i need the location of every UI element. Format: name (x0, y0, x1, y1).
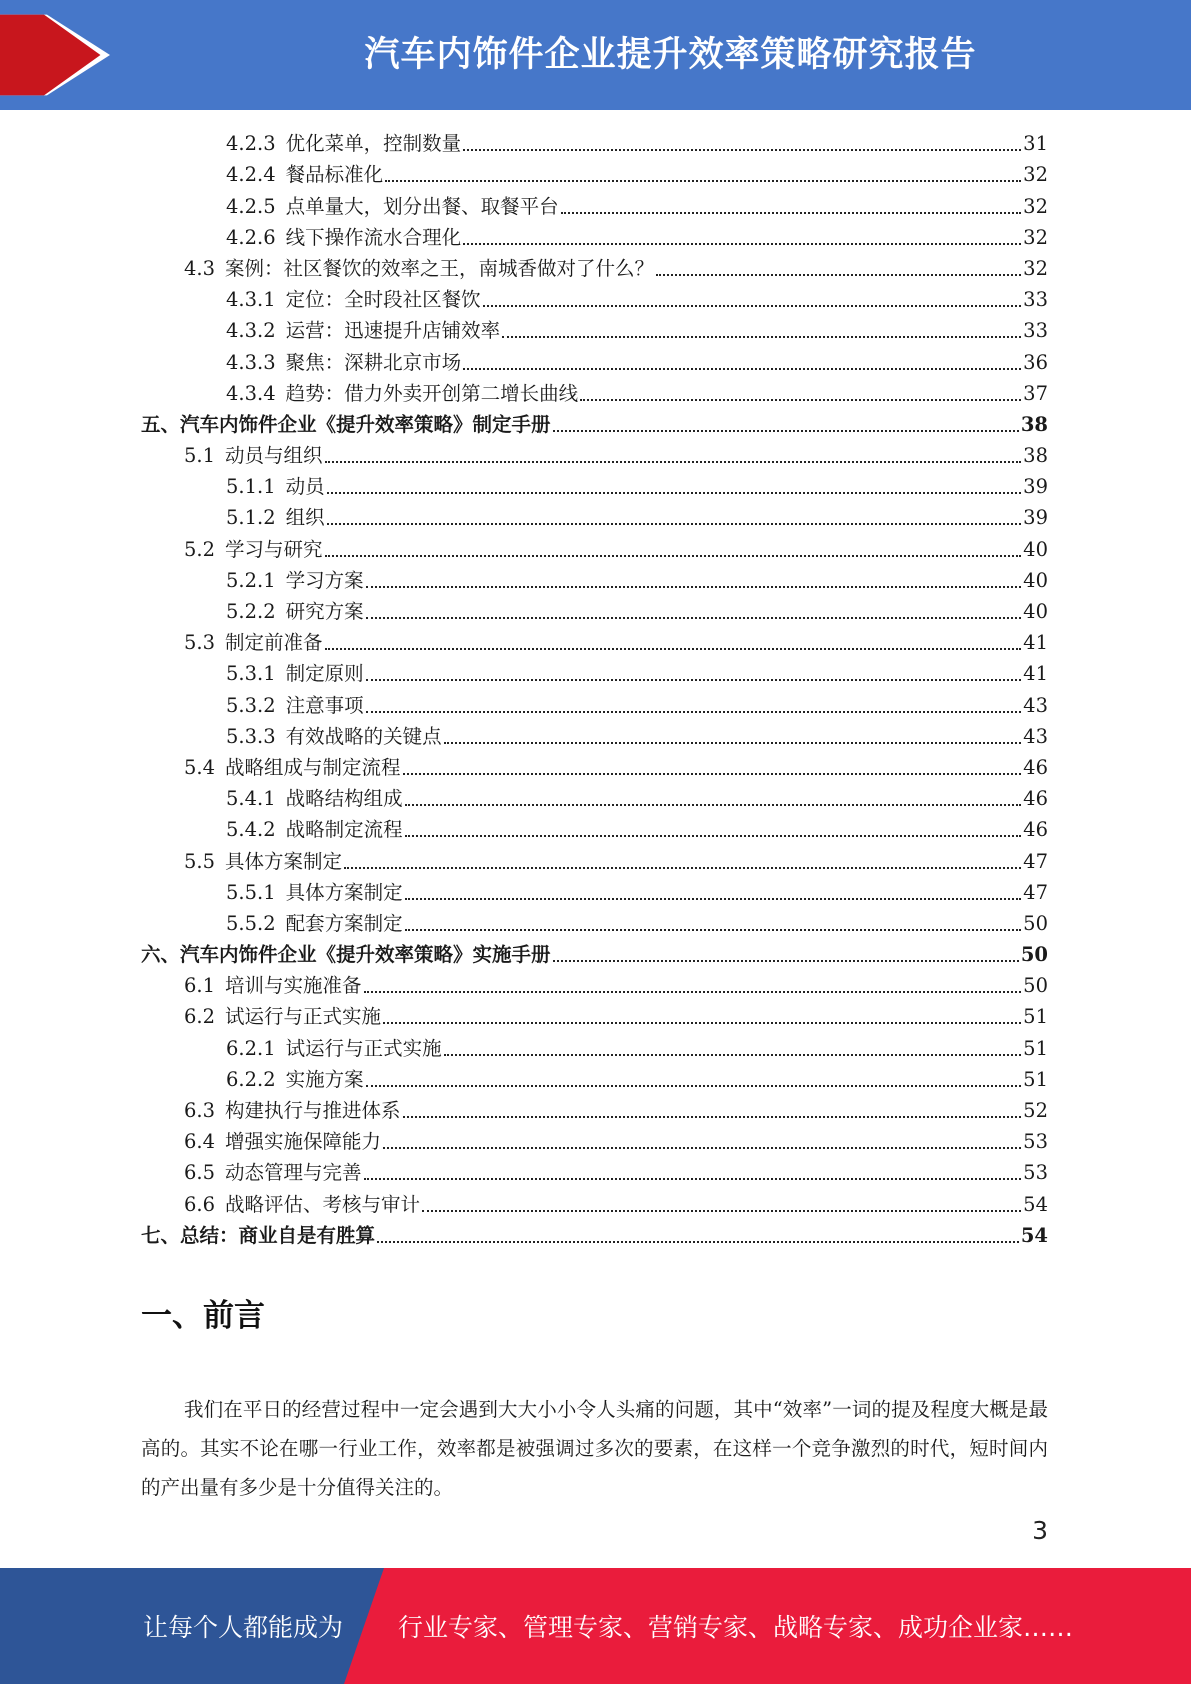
toc-entry-page: 40 (1023, 568, 1048, 592)
toc-entry-number: 七、 (141, 1223, 181, 1247)
toc-entry-number: 4.2.4 (226, 163, 276, 187)
toc-entry-label: 制定前准备 (225, 631, 323, 655)
toc-dot-leader (405, 898, 1022, 900)
toc-entry-label: 增强实施保障能力 (225, 1130, 382, 1154)
toc-entry-number: 6.1 (184, 974, 216, 998)
section-heading: 一、前言 (141, 1298, 265, 1334)
toc-entry-page: 50 (1023, 974, 1048, 998)
toc-entry[interactable] (141, 284, 1048, 315)
toc-entry-number: 5.4.2 (226, 818, 276, 842)
header-chevron-decoration (0, 0, 110, 110)
toc-entry-number: 6.6 (184, 1192, 216, 1216)
toc-entry-label: 配套方案制定 (285, 911, 403, 935)
toc-entry-number: 5.4 (184, 755, 216, 779)
toc-entry-number: 5.4.1 (226, 787, 276, 811)
toc-entry-page: 53 (1023, 1130, 1048, 1154)
toc-entry-page: 33 (1023, 319, 1048, 343)
toc-entry[interactable] (141, 1064, 1048, 1095)
toc-entry-number: 5.5.2 (226, 911, 276, 935)
toc-entry[interactable] (141, 627, 1048, 658)
toc-dot-leader (405, 929, 1022, 931)
page-number: 3 (1032, 1516, 1048, 1545)
toc-entry-number: 4.2.6 (226, 225, 276, 249)
toc-entry-label: 案例：社区餐饮的效率之王，南城香做对了什么？ (225, 256, 655, 280)
toc-entry-label: 线下操作流水合理化 (285, 225, 462, 249)
toc-entry-number: 5.1.2 (226, 506, 276, 530)
toc-entry-page: 54 (1023, 1192, 1048, 1216)
toc-entry-page: 36 (1023, 350, 1048, 374)
toc-entry-page: 50 (1023, 911, 1048, 935)
toc-entry-label: 餐品标准化 (285, 163, 384, 187)
toc-entry[interactable] (141, 253, 1048, 284)
toc-entry-label: 点单量大，划分出餐、取餐平台 (285, 194, 559, 218)
toc-dot-leader (656, 274, 1021, 276)
toc-dot-leader (383, 1147, 1021, 1149)
page-footer (0, 1568, 1191, 1684)
toc-entry[interactable] (141, 159, 1048, 190)
toc-entry-page: 51 (1023, 1005, 1048, 1029)
toc-entry[interactable] (141, 689, 1048, 720)
toc-entry[interactable] (141, 471, 1048, 502)
toc-entry-page: 32 (1023, 256, 1048, 280)
toc-dot-leader (383, 1022, 1021, 1024)
toc-dot-leader (561, 212, 1022, 214)
toc-entry-page: 40 (1023, 537, 1048, 561)
toc-entry-label: 优化菜单，控制数量 (285, 132, 462, 156)
toc-entry-number: 5.1 (184, 444, 216, 468)
table-of-contents (141, 128, 1048, 1251)
toc-entry-label: 学习方案 (285, 568, 364, 592)
toc-dot-leader (366, 617, 1022, 619)
toc-dot-leader (444, 1054, 1022, 1056)
toc-dot-leader (325, 648, 1022, 650)
footer-slogan-right: 行业专家、管理专家、营销专家、战略专家、成功企业家…… (398, 1613, 1074, 1642)
toc-entry[interactable] (141, 190, 1048, 221)
toc-entry-number: 6.4 (184, 1130, 216, 1154)
toc-entry-page: 46 (1023, 787, 1048, 811)
toc-entry-label: 趋势：借力外卖开创第二增长曲线 (285, 381, 579, 405)
toc-entry-page: 38 (1023, 444, 1048, 468)
toc-entry-label: 具体方案制定 (225, 849, 343, 873)
toc-dot-leader (502, 336, 1021, 338)
toc-entry-page: 41 (1023, 662, 1048, 686)
toc-entry[interactable] (141, 533, 1048, 564)
toc-entry-label: 注意事项 (285, 693, 364, 717)
toc-entry-number: 5.3 (184, 631, 216, 655)
toc-entry[interactable] (141, 346, 1048, 377)
toc-dot-leader (325, 461, 1022, 463)
toc-entry-label: 制定原则 (285, 662, 364, 686)
toc-entry-page: 47 (1023, 849, 1048, 873)
toc-dot-leader (422, 1210, 1021, 1212)
toc-entry-number: 5.1.1 (226, 475, 276, 499)
toc-dot-leader (580, 399, 1021, 401)
toc-entry[interactable] (141, 1001, 1048, 1032)
toc-entry-number: 4.3.2 (226, 319, 276, 343)
toc-entry[interactable] (141, 1032, 1048, 1063)
toc-entry-number: 5.2.1 (226, 568, 276, 592)
toc-entry-number: 6.2.1 (226, 1036, 276, 1060)
intro-paragraph: 我们在平日的经营过程中一定会遇到大大小小令人头痛的问题，其中“效率”一词的提及程度大概是最高的。其实不论在哪一行业工作，效率都是被强调过多次的要素，在这样一个竞争激烈的时代，短时间内的产出量有多少是十分值得关注的。 (141, 1398, 1048, 1499)
toc-entry-number: 4.2.3 (226, 132, 276, 156)
toc-entry-page: 39 (1023, 506, 1048, 530)
toc-entry-page: 54 (1020, 1223, 1048, 1247)
toc-entry-label: 运营：迅速提升店铺效率 (285, 319, 501, 343)
toc-entry-label: 有效战略的关键点 (285, 724, 442, 748)
toc-entry[interactable] (141, 222, 1048, 253)
toc-entry-number: 5.2 (184, 537, 216, 561)
toc-dot-leader (405, 835, 1022, 837)
toc-dot-leader (385, 180, 1021, 182)
toc-entry-number: 4.3.1 (226, 288, 276, 312)
toc-entry-page: 37 (1023, 381, 1048, 405)
toc-entry-page: 40 (1023, 600, 1048, 623)
toc-entry-label: 战略制定流程 (285, 818, 403, 842)
toc-entry-number: 5.3.3 (226, 724, 276, 748)
toc-entry[interactable] (141, 1126, 1048, 1157)
toc-entry[interactable] (141, 939, 1048, 970)
toc-entry-page: 38 (1020, 412, 1048, 436)
toc-entry-number: 6.2 (184, 1005, 216, 1029)
toc-entry-label: 试运行与正式实施 (225, 1005, 382, 1029)
toc-entry[interactable] (141, 721, 1048, 752)
page-header (0, 0, 1191, 110)
toc-entry-label: 汽车内饰件企业《提升效率策略》实施手册 (180, 943, 551, 967)
toc-dot-leader (366, 711, 1022, 713)
toc-entry[interactable] (141, 315, 1048, 346)
toc-dot-leader (366, 679, 1022, 681)
toc-entry[interactable] (141, 783, 1048, 814)
toc-entry-label: 培训与实施准备 (225, 974, 362, 998)
toc-entry[interactable] (141, 845, 1048, 876)
toc-dot-leader (463, 368, 1021, 370)
toc-entry-label: 学习与研究 (225, 537, 323, 561)
toc-entry-page: 41 (1023, 631, 1048, 655)
toc-entry-page: 31 (1023, 132, 1048, 156)
toc-entry-number: 5.3.1 (226, 662, 276, 686)
toc-entry-number: 4.2.5 (226, 194, 276, 218)
toc-entry-page: 32 (1023, 194, 1048, 218)
toc-entry-label: 动态管理与完善 (225, 1161, 362, 1185)
toc-dot-leader (364, 1178, 1022, 1180)
toc-dot-leader (553, 430, 1019, 432)
toc-entry-page: 32 (1023, 225, 1048, 249)
toc-entry-number: 6.2.2 (226, 1067, 276, 1091)
toc-entry-label: 聚焦：深耕北京市场 (285, 350, 462, 374)
toc-entry-label: 战略评估、考核与审计 (225, 1192, 421, 1216)
toc-dot-leader (403, 773, 1022, 775)
toc-entry[interactable] (141, 1188, 1048, 1219)
toc-entry-page: 43 (1023, 724, 1048, 748)
toc-entry-page: 39 (1023, 475, 1048, 499)
toc-dot-leader (344, 867, 1021, 869)
toc-dot-leader (553, 960, 1019, 962)
toc-dot-leader (327, 492, 1022, 494)
toc-entry-number: 4.3.3 (226, 350, 276, 374)
toc-entry-number: 五、 (141, 412, 181, 436)
toc-entry[interactable] (141, 565, 1048, 596)
toc-entry[interactable] (141, 440, 1048, 471)
toc-entry-page: 33 (1023, 288, 1048, 312)
toc-entry-label: 总结：商业自是有胜算 (180, 1223, 376, 1247)
toc-dot-leader (364, 991, 1022, 993)
toc-entry-label: 动员 (285, 475, 325, 499)
toc-entry-page: 50 (1020, 943, 1048, 967)
toc-entry-page: 46 (1023, 818, 1048, 842)
toc-dot-leader (463, 243, 1021, 245)
toc-dot-leader (444, 742, 1022, 744)
toc-entry[interactable] (141, 908, 1048, 939)
toc-entry-label: 具体方案制定 (285, 880, 403, 904)
toc-entry-label: 实施方案 (285, 1067, 364, 1091)
toc-dot-leader (463, 149, 1021, 151)
toc-entry-label: 战略组成与制定流程 (225, 755, 401, 779)
toc-entry-label: 动员与组织 (225, 444, 323, 468)
toc-entry[interactable] (141, 502, 1048, 533)
report-title: 汽车内饰件企业提升效率策略研究报告 (364, 35, 977, 75)
toc-dot-leader (325, 555, 1022, 557)
toc-dot-leader (405, 804, 1022, 806)
toc-entry[interactable] (141, 1095, 1048, 1126)
toc-entry[interactable] (141, 409, 1048, 440)
toc-entry-number: 4.3.4 (226, 381, 276, 405)
toc-entry[interactable] (141, 658, 1048, 689)
toc-entry[interactable] (141, 1157, 1048, 1188)
toc-entry[interactable] (141, 814, 1048, 845)
toc-entry-label: 组织 (285, 506, 325, 530)
toc-dot-leader (366, 1085, 1022, 1087)
toc-entry-label: 战略结构组成 (285, 787, 403, 811)
toc-entry[interactable] (141, 970, 1048, 1001)
toc-entry-number: 5.3.2 (226, 693, 276, 717)
footer-slogan-left: 让每个人都能成为 (143, 1613, 344, 1642)
toc-entry-number: 4.3 (184, 256, 216, 280)
toc-entry-page: 47 (1023, 880, 1048, 904)
toc-entry-label: 试运行与正式实施 (285, 1036, 442, 1060)
toc-entry-page: 51 (1023, 1067, 1048, 1091)
toc-entry-label: 定位：全时段社区餐饮 (285, 288, 481, 312)
toc-entry-number: 5.5.1 (226, 880, 276, 904)
toc-dot-leader (327, 523, 1022, 525)
toc-dot-leader (366, 586, 1022, 588)
toc-entry-label: 汽车内饰件企业《提升效率策略》制定手册 (180, 412, 551, 436)
toc-entry-page: 52 (1023, 1099, 1048, 1122)
toc-entry[interactable] (141, 596, 1048, 627)
toc-entry[interactable] (141, 877, 1048, 908)
toc-dot-leader (377, 1241, 1019, 1243)
toc-entry-number: 5.5 (184, 849, 216, 873)
toc-entry-label: 研究方案 (285, 600, 364, 623)
toc-dot-leader (403, 1116, 1022, 1118)
toc-entry[interactable] (141, 1220, 1048, 1251)
toc-entry-page: 51 (1023, 1036, 1048, 1060)
toc-entry[interactable] (141, 128, 1048, 159)
toc-entry[interactable] (141, 752, 1048, 783)
toc-entry-number: 6.5 (184, 1161, 216, 1185)
toc-entry-page: 46 (1023, 755, 1048, 779)
toc-entry-label: 构建执行与推进体系 (225, 1099, 401, 1122)
toc-entry-page: 32 (1023, 163, 1048, 187)
toc-entry-number: 六、 (141, 943, 181, 967)
toc-entry[interactable] (141, 378, 1048, 409)
toc-entry-page: 43 (1023, 693, 1048, 717)
toc-entry-number: 6.3 (184, 1099, 216, 1122)
toc-entry-number: 5.2.2 (226, 600, 276, 623)
toc-entry-page: 53 (1023, 1161, 1048, 1185)
toc-dot-leader (483, 305, 1022, 307)
